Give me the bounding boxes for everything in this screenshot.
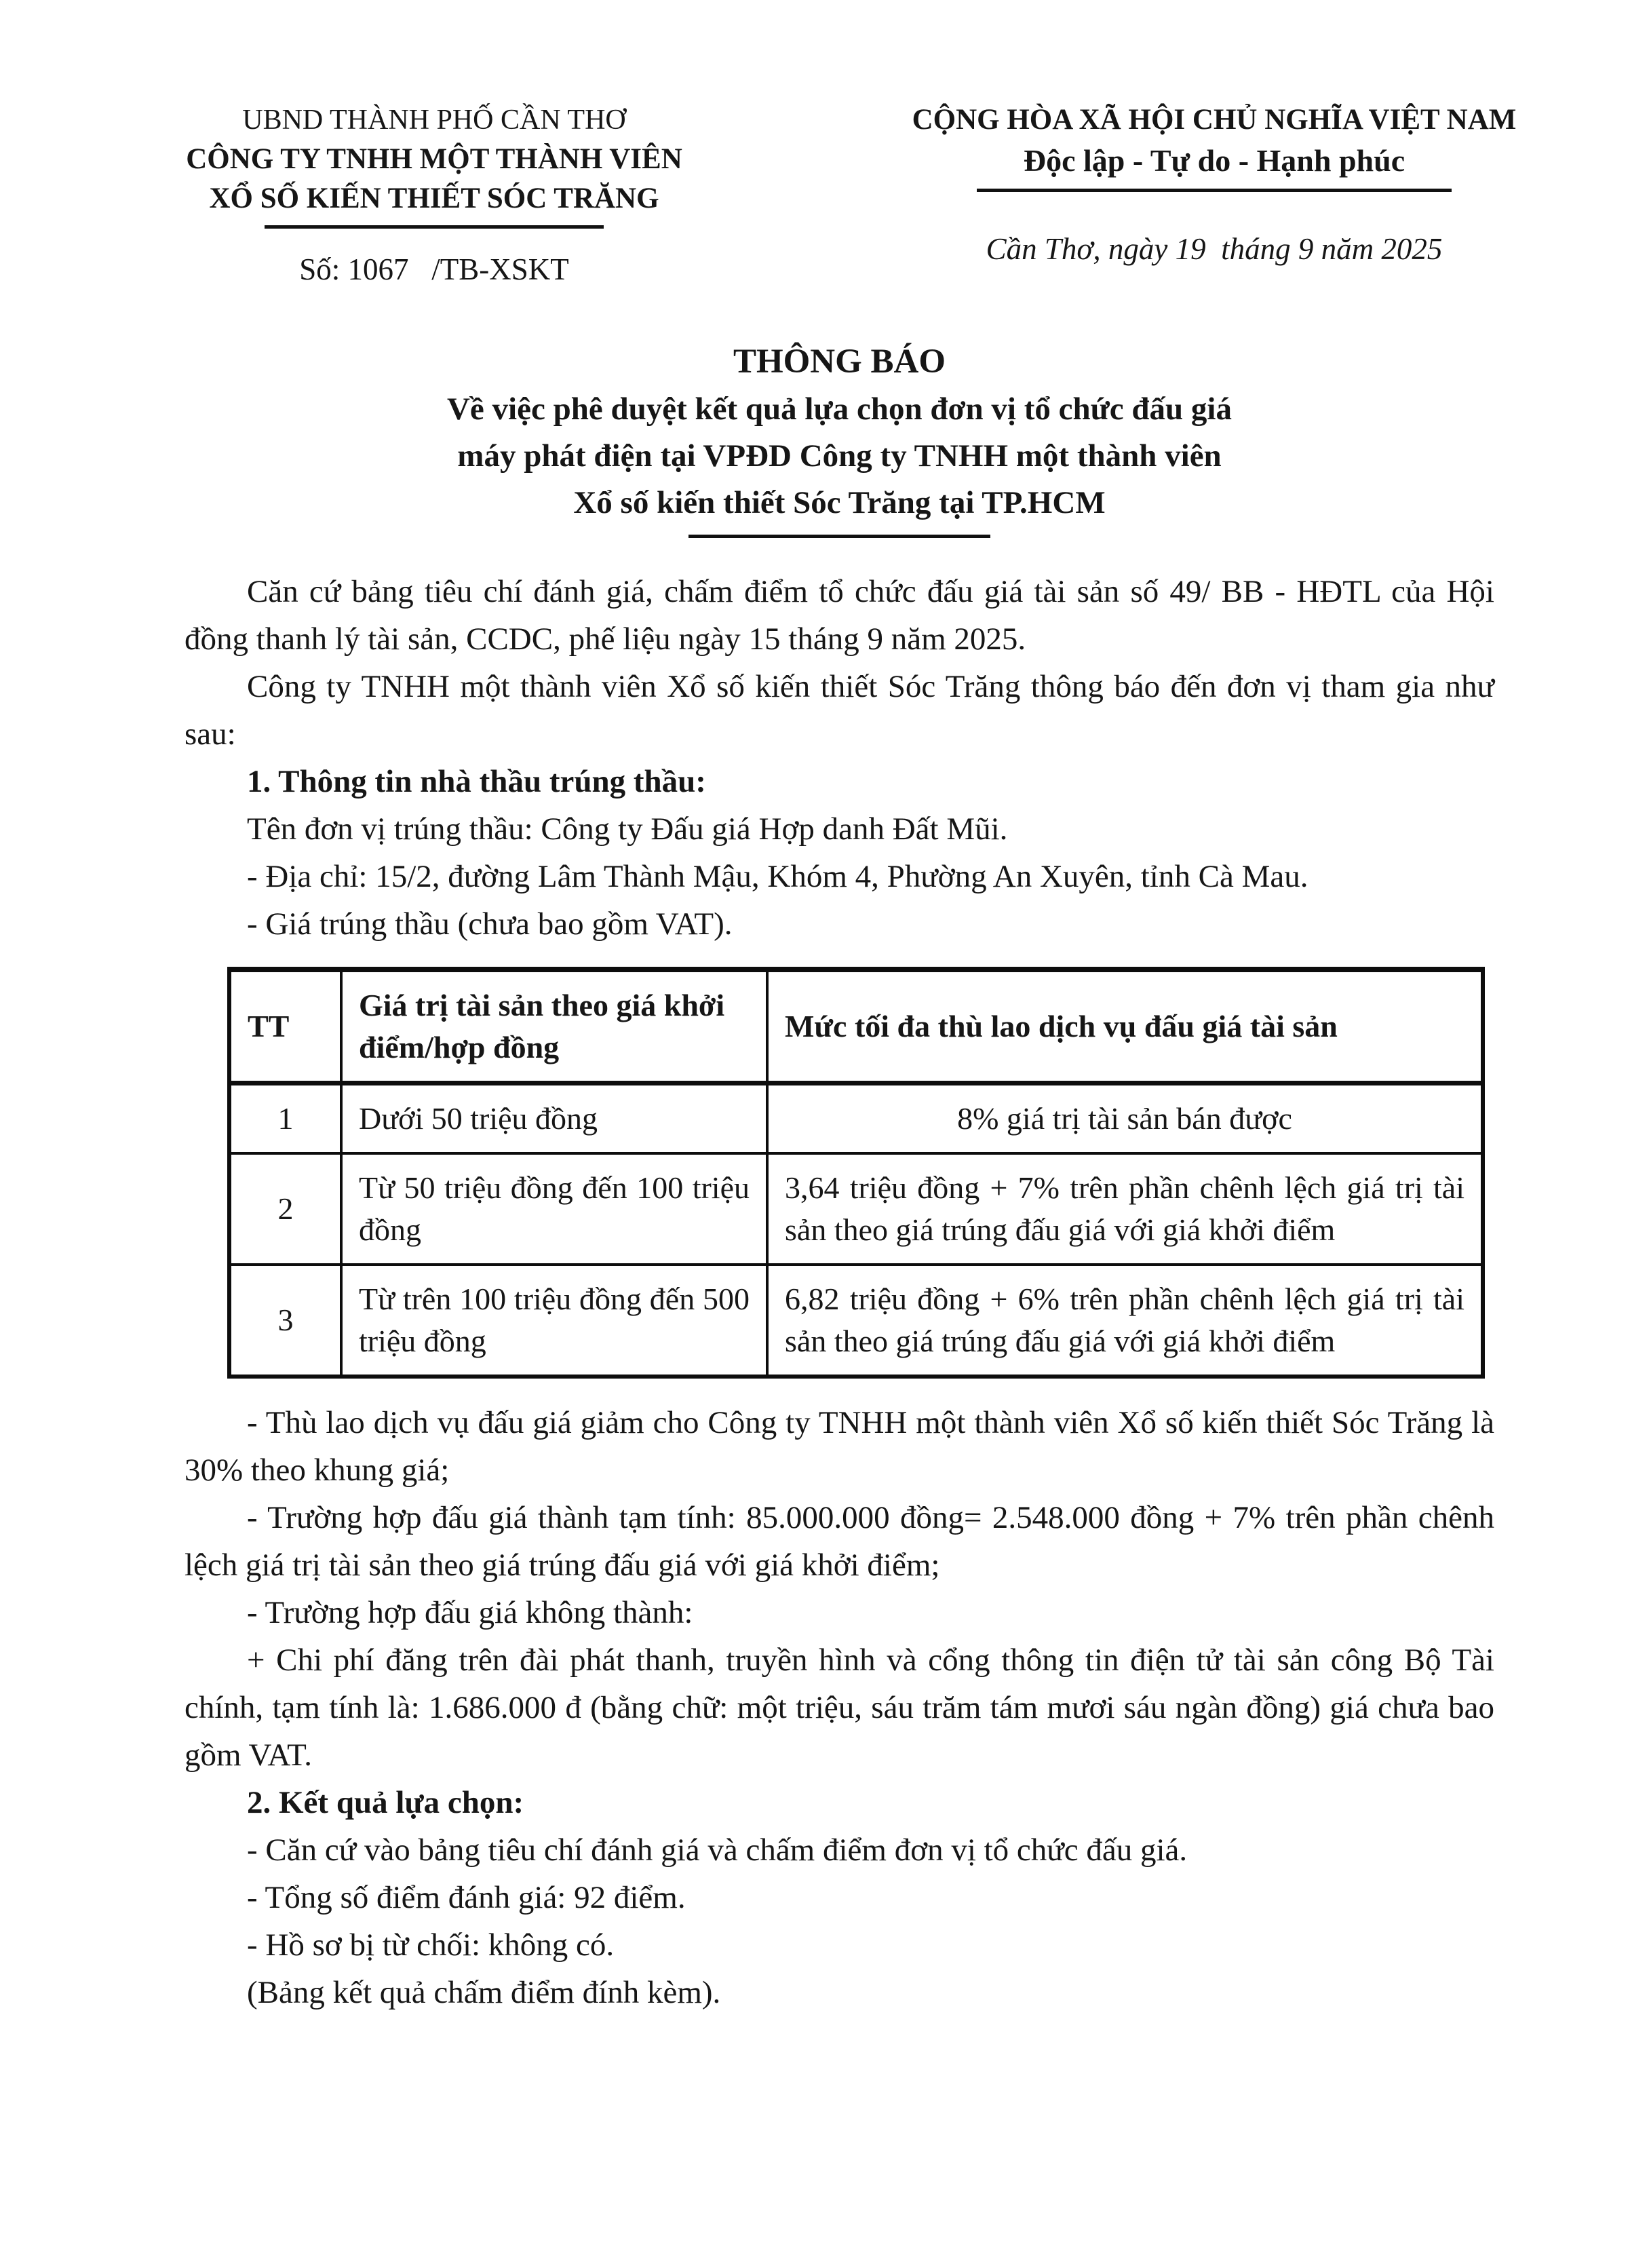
para-publication-cost: + Chi phí đăng trên đài phát thanh, truyền hình và cổng thông tin điện tử tài sản công Bộ Tài chính, tạm tính là: 1.686.000 đ (bằng chữ: một triệu, sáu trăm tám mươi sáu ngàn đồng) giá chưa bao gồm VAT.: [185, 1642, 1494, 1773]
issuer-block: [149, 100, 719, 287]
para-attachment-note: (Bảng kết quả chấm điểm đính kèm).: [247, 1975, 721, 2010]
body-text: [185, 568, 1494, 2016]
para-total-score: - Tổng số điểm đánh giá: 92 điểm.: [247, 1880, 686, 1915]
para-criteria-basis: - Căn cứ vào bảng tiêu chí đánh giá và chấm điểm đơn vị tổ chức đấu giá.: [247, 1832, 1188, 1868]
para-legal-basis: Căn cứ bảng tiêu chí đánh giá, chấm điểm tổ chức đấu giá tài sản số 49/ BB - HĐTL của Hội đồng thanh lý tài sản, CCDC, phế liệu ngày 15 tháng 9 năm 2025.: [185, 574, 1494, 657]
fee-table-row-3: [229, 1265, 1483, 1377]
cell-asset-range: Từ trên 100 triệu đồng đến 500 triệu đồng: [341, 1265, 767, 1377]
notice-heading: THÔNG BÁO: [733, 343, 946, 381]
para-rejected-dossiers: - Hồ sơ bị từ chối: không có.: [247, 1927, 615, 1963]
motto-underline: [977, 187, 1452, 192]
cell-asset-range: Từ 50 triệu đồng đến 100 triệu đồng: [341, 1153, 767, 1265]
heading-section-2: 2. Kết quả lựa chọn:: [247, 1785, 524, 1820]
para-unsuccessful-case: - Trường hợp đấu giá không thành:: [247, 1595, 693, 1630]
notice-subject-line-1: Về việc phê duyệt kết quả lựa chọn đơn vị tổ chức đấu giá: [446, 391, 1232, 427]
heading-section-1: 1. Thông tin nhà thầu trúng thầu:: [247, 764, 706, 799]
para-announce: Công ty TNHH một thành viên Xổ số kiến thiết Sóc Trăng thông báo đến đơn vị tham gia như sau:: [185, 669, 1494, 752]
document-header: [0, 0, 1630, 287]
fee-table-row-2: [229, 1153, 1483, 1265]
cell-asset-range: Dưới 50 triệu đồng: [341, 1083, 767, 1154]
header-cell-asset-range: Giá trị tài sản theo giá khởi điểm/hợp đồng: [341, 969, 767, 1083]
header-cell-tt: TT: [229, 969, 341, 1083]
dateline: Cần Thơ, ngày 19 tháng 9 năm 2025: [986, 232, 1443, 266]
issuer-company-line-2: XỔ SỐ KIẾN THIẾT SÓC TRĂNG: [209, 182, 659, 214]
issuer-underline: [265, 224, 604, 229]
para-winner-address: - Địa chỉ: 15/2, đường Lâm Thành Mậu, Khóm 4, Phường An Xuyên, tỉnh Cà Mau.: [247, 859, 1308, 894]
para-winner-name: Tên đơn vị trúng thầu: Công ty Đấu giá Hợp danh Đất Mũi.: [247, 811, 1008, 847]
notice-subject-line-3: Xổ số kiến thiết Sóc Trăng tại TP.HCM: [573, 485, 1106, 520]
national-title: CỘNG HÒA XÃ HỘI CHỦ NGHĨA VIỆT NAM: [912, 104, 1517, 136]
fee-table-row-1: [229, 1083, 1483, 1154]
cell-fee: 6,82 triệu đồng + 6% trên phần chênh lệch giá trị tài sản theo giá trúng đấu giá với giá khởi điểm: [767, 1265, 1483, 1377]
cell-fee: 8% giá trị tài sản bán được: [767, 1083, 1483, 1154]
title-underline: [688, 533, 990, 538]
title-block: [185, 337, 1494, 538]
doc-number: Số: 1067 /TB-XSKT: [299, 252, 569, 286]
cell-tt: 1: [229, 1083, 341, 1154]
document-body: [185, 337, 1494, 2016]
cell-fee: 3,64 triệu đồng + 7% trên phần chênh lệch giá trị tài sản theo giá trúng đấu giá với giá khởi điểm: [767, 1153, 1483, 1265]
cell-tt: 2: [229, 1153, 341, 1265]
national-motto: Độc lập - Tự do - Hạnh phúc: [1023, 143, 1405, 178]
para-fee-discount: - Thù lao dịch vụ đấu giá giảm cho Công ty TNHH một thành viên Xổ số kiến thiết Sóc Trăng là 30% theo khung giá;: [185, 1405, 1494, 1488]
fee-table: [227, 967, 1485, 1379]
cell-tt: 3: [229, 1265, 341, 1377]
notice-subject-line-2: máy phát điện tại VPĐD Công ty TNHH một thành viên: [457, 438, 1222, 474]
issuer-company-line-1: CÔNG TY TNHH MỘT THÀNH VIÊN: [186, 143, 682, 175]
para-winning-price: - Giá trúng thầu (chưa bao gồm VAT).: [247, 906, 733, 942]
fee-table-header-row: [229, 969, 1483, 1083]
para-successful-case: - Trường hợp đấu giá thành tạm tính: 85.000.000 đồng= 2.548.000 đồng + 7% trên phần chênh lệch giá trị tài sản theo giá trúng đấu giá với giá khởi điểm;: [185, 1500, 1494, 1583]
header-cell-max-fee: Mức tối đa thù lao dịch vụ đấu giá tài sản: [767, 969, 1483, 1083]
issuer-parent-org: UBND THÀNH PHỐ CẦN THƠ: [242, 104, 626, 136]
national-block: [861, 100, 1567, 287]
